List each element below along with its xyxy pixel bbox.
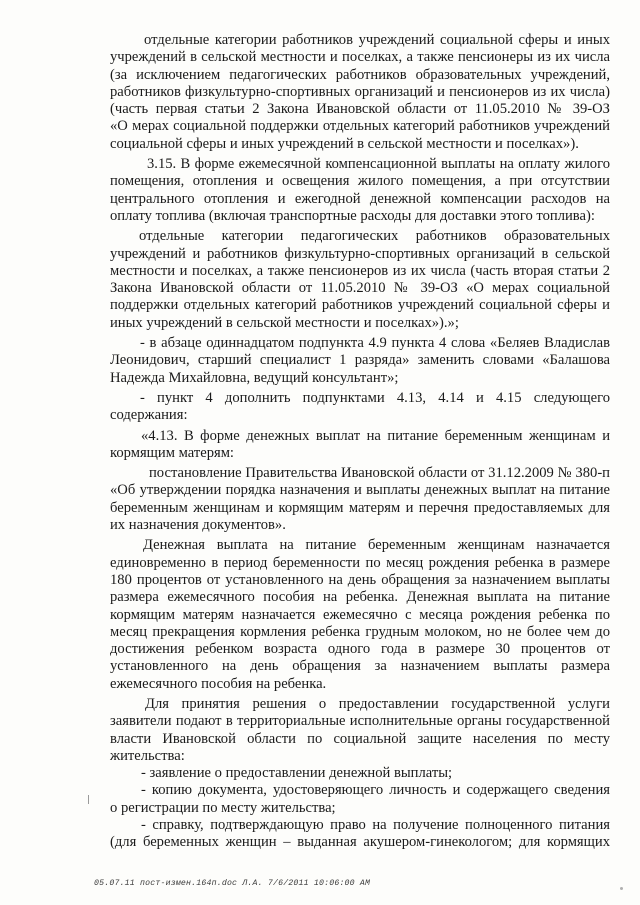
text-line: Леонидович, старший специалист 1 разряда» заменить словами «Балашова xyxy=(110,352,610,369)
text-line: Закона Ивановской области от 11.05.2010 № 39-ОЗ «О мерах социальной xyxy=(110,280,610,297)
text-line: жительства: xyxy=(110,747,185,764)
text-line: кормящим матерям назначается ежемесячно с месяца рождения ребенка по xyxy=(110,606,610,623)
text-line: работников физкультурно-спортивных организаций и пенсионеров из их числа) xyxy=(110,83,610,100)
text-line: их назначения документов». xyxy=(110,517,286,534)
text-line: достижения ребенком возраста одного года в размере 30 процентов от xyxy=(110,641,610,658)
text-line: Надежда Михайловна, ведущий консультант»; xyxy=(110,369,399,386)
text-line: о регистрации по месту жительства; xyxy=(110,799,336,816)
text-line: поддержки отдельных категорий работников учреждений социальной сферы и xyxy=(110,297,610,314)
text-line: отдельные категории педагогических работников образовательных xyxy=(139,228,610,245)
text-line: постановление Правительства Ивановской области от 31.12.2009 № 380-п xyxy=(149,465,610,482)
text-line: ежемесячного пособия на ребенка. xyxy=(110,675,327,692)
text-line: власти Ивановской области по социальной защите населения по месту xyxy=(110,730,610,747)
text-line: кормящим матерям: xyxy=(110,444,234,461)
scan-speck xyxy=(88,795,89,804)
text-line: «4.13. В форме денежных выплат на питание беременным женщинам и xyxy=(141,427,610,444)
text-line: 3.15. В форме ежемесячной компенсационной выплаты на оплату жилого xyxy=(147,156,610,173)
text-line: заявители подают в территориальные исполнительные органы государственной xyxy=(110,713,610,730)
text-line: «Об утверждении порядка назначения и выплаты денежных выплат на питание xyxy=(110,482,610,499)
text-line: (часть первая статьи 2 Закона Ивановской области от 11.05.2010 № 39-ОЗ xyxy=(110,101,610,118)
text-line: центрального отопления и ежегодной денежной компенсации расходов на xyxy=(110,190,610,207)
text-line: - пункт 4 дополнить подпунктами 4.13, 4.14 и 4.15 следующего xyxy=(140,389,610,406)
text-line: установленного на день обращения за назначением выплаты размера xyxy=(110,658,610,675)
text-line: месяц прекращения кормления ребенка грудным молоком, но не более чем до xyxy=(110,623,610,640)
text-line: размера ежемесячного пособия на ребенка. Денежная выплата на питание xyxy=(110,589,610,606)
text-line: - в абзаце одиннадцатом подпункта 4.9 пункта 4 слова «Беляев Владислав xyxy=(140,335,610,352)
text-line: (для беременных женщин – выданная акушером-гинекологом; для кормящих xyxy=(110,834,610,851)
text-line: - копию документа, удостоверяющего личность и содержащего сведения xyxy=(141,782,610,799)
text-line: - заявление о предоставлении денежной выплаты; xyxy=(141,765,453,782)
text-line: иных учреждений в сельской местности и поселках»).»; xyxy=(110,314,459,331)
text-line: отдельные категории работников учреждений социальной сферы и иных xyxy=(144,32,610,48)
text-line: (за исключением педагогических работников образовательных учреждений, xyxy=(110,66,610,83)
document-body xyxy=(110,32,610,852)
text-line: местности и поселках, а также пенсионеров из их числа (часть вторая статьи 2 xyxy=(110,262,610,279)
text-line: Денежная выплата на питание беременным женщинам назначается xyxy=(143,537,610,554)
scan-dot xyxy=(620,887,623,890)
text-line: помещения, отопления и освещения жилого помещения, а при отсутствии xyxy=(110,173,610,190)
document-footer: 05.07.11 пост-измен.164п.doc Л.А. 7/6/2011 10:06:00 AM xyxy=(94,879,371,888)
text-line: 180 процентов от установленного на день обращения за назначением выплаты xyxy=(110,571,610,588)
text-line: - справку, подтверждающую право на получение полноценного питания xyxy=(141,817,610,834)
text-line: содержания: xyxy=(110,407,188,424)
text-line: учреждений в сельской местности и поселках, а также пенсионеры из их числа xyxy=(110,49,610,66)
text-line: беременным женщинам и кормящим матерям и перечня предоставляемых для xyxy=(110,499,610,516)
text-line: учреждений и работников физкультурно-спортивных организаций в сельской xyxy=(110,245,610,262)
text-line: единовременно в период беременности по месяц рождения ребенка в размере xyxy=(110,554,610,571)
text-line: Для принятия решения о предоставлении государственной услуги xyxy=(145,695,610,712)
text-line: «О мерах социальной поддержки отдельных категорий работников учреждений xyxy=(110,118,610,135)
text-line: оплату топлива (включая транспортные расходы для доставки этого топлива): xyxy=(110,207,595,224)
text-line: социальной сферы и иных учреждений в сельской местности и поселках»). xyxy=(110,135,579,152)
